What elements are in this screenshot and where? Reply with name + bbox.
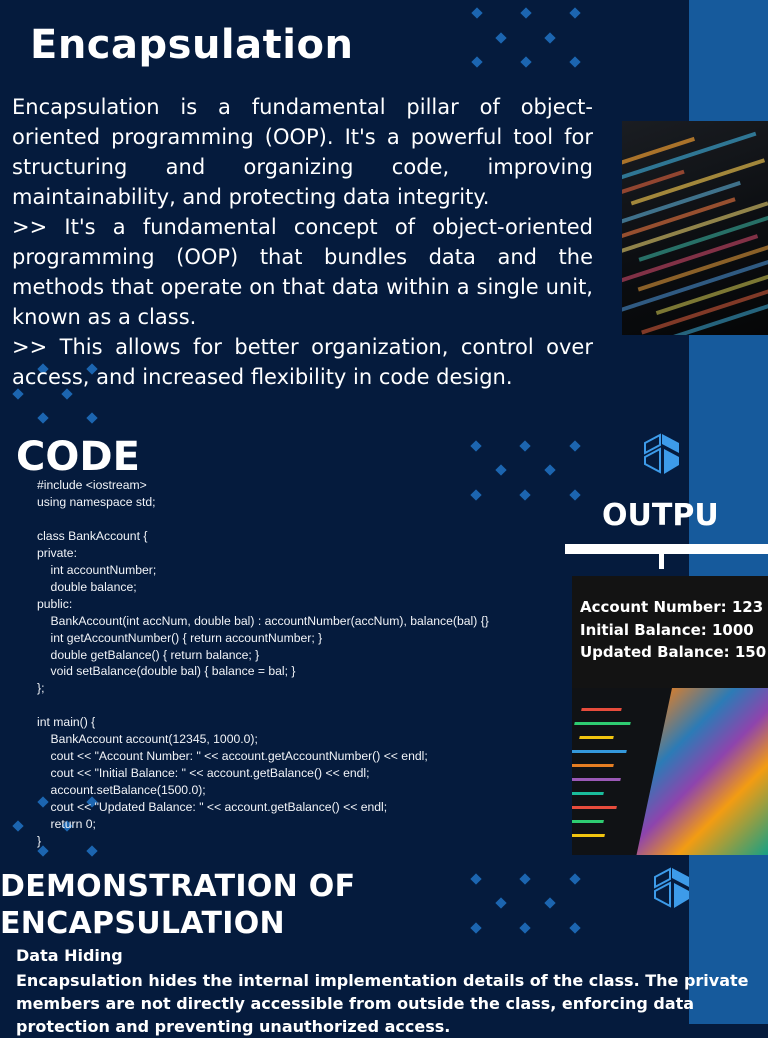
code-block: #include <iostream> using namespace std; class BankAccount { private: int accountNumber; double balance; public: BankAccount(int accNum, double bal) : accountNumber(accNum), balance(bal) {} int getAccountNumber() { return accountNumber; } double getBalance() { return balance; } void setBalance(double bal) { balance = bal; } }; int main() { BankAccount account(12345, 1000.0); cout << "Account Number: " << account.getAccountNumber() << endl; cout << "Initial Balance: " << account.getBalance() << endl; account.setBalance(1500.0); cout << "Updated Balance: " << account.getBalance() << endl; return 0; }	[37, 478, 489, 849]
decor-dot	[544, 464, 555, 475]
laptop-screen	[572, 688, 672, 855]
decor-dot	[470, 922, 481, 933]
intro-paragraph-1: Encapsulation is a fundamental pillar of object-oriented programming (OOP). It's a powerful tool for structuring and organizing code, improving maintainability, and protecting data integrity.	[12, 95, 593, 209]
decor-dot	[37, 412, 48, 423]
output-line: Account Number: 123	[580, 598, 764, 616]
laptop-code-art	[572, 688, 672, 855]
demo-heading	[0, 868, 355, 942]
output-line: Initial Balance: 1000	[580, 620, 754, 639]
demo-subheading: Data Hiding	[16, 946, 123, 965]
decor-dot	[519, 489, 530, 500]
code-photo-image	[622, 121, 768, 335]
output-line: Updated Balance: 150	[580, 643, 767, 661]
decor-dot	[569, 922, 580, 933]
code-photo-art	[622, 121, 768, 335]
output-lines	[580, 596, 766, 664]
laptop-photo-image	[572, 688, 768, 855]
code-heading: CODE	[16, 434, 140, 480]
decor-dot	[470, 873, 481, 884]
decor-dot	[544, 32, 555, 43]
intro-paragraph-3: >> This allows for better organization, control over access, and increased flexibility in code design.	[12, 335, 593, 389]
decor-dot	[520, 7, 531, 18]
decor-dot	[519, 440, 530, 451]
decor-dot	[519, 873, 530, 884]
cube-logo-icon	[653, 866, 691, 910]
decor-dot	[569, 873, 580, 884]
demo-heading-line1: DEMONSTRATION OF	[0, 869, 356, 904]
decor-dot	[471, 56, 482, 67]
decor-dot	[544, 897, 555, 908]
intro-text	[12, 92, 593, 392]
decor-dot	[86, 412, 97, 423]
page-title: Encapsulation	[30, 22, 354, 68]
cube-logo-icon	[643, 432, 681, 476]
decor-dot	[569, 440, 580, 451]
decor-dot	[569, 7, 580, 18]
decor-dot	[471, 7, 482, 18]
intro-paragraph-2: >> It's a fundamental concept of object-oriented programming (OOP) that bundles data and the methods that operate on that data within a single unit, known as a class.	[12, 215, 593, 329]
decor-dot	[495, 464, 506, 475]
demo-description: Encapsulation hides the internal implementation details of the class. The private members are not directly accessible from outside the class, enforcing data protection and preventing unauthorized access.	[16, 971, 749, 1036]
decor-dot	[12, 820, 23, 831]
output-divider-tick	[659, 552, 664, 569]
output-heading: OUTPU	[602, 498, 719, 533]
demo-heading-line2: ENCAPSULATION	[0, 906, 285, 941]
decor-dot	[495, 897, 506, 908]
decor-dot	[569, 56, 580, 67]
decor-dot	[520, 56, 531, 67]
decor-dot	[470, 440, 481, 451]
decor-dot	[569, 489, 580, 500]
output-console	[572, 576, 768, 688]
output-divider	[565, 544, 768, 554]
decor-dot	[519, 922, 530, 933]
decor-dot	[495, 32, 506, 43]
